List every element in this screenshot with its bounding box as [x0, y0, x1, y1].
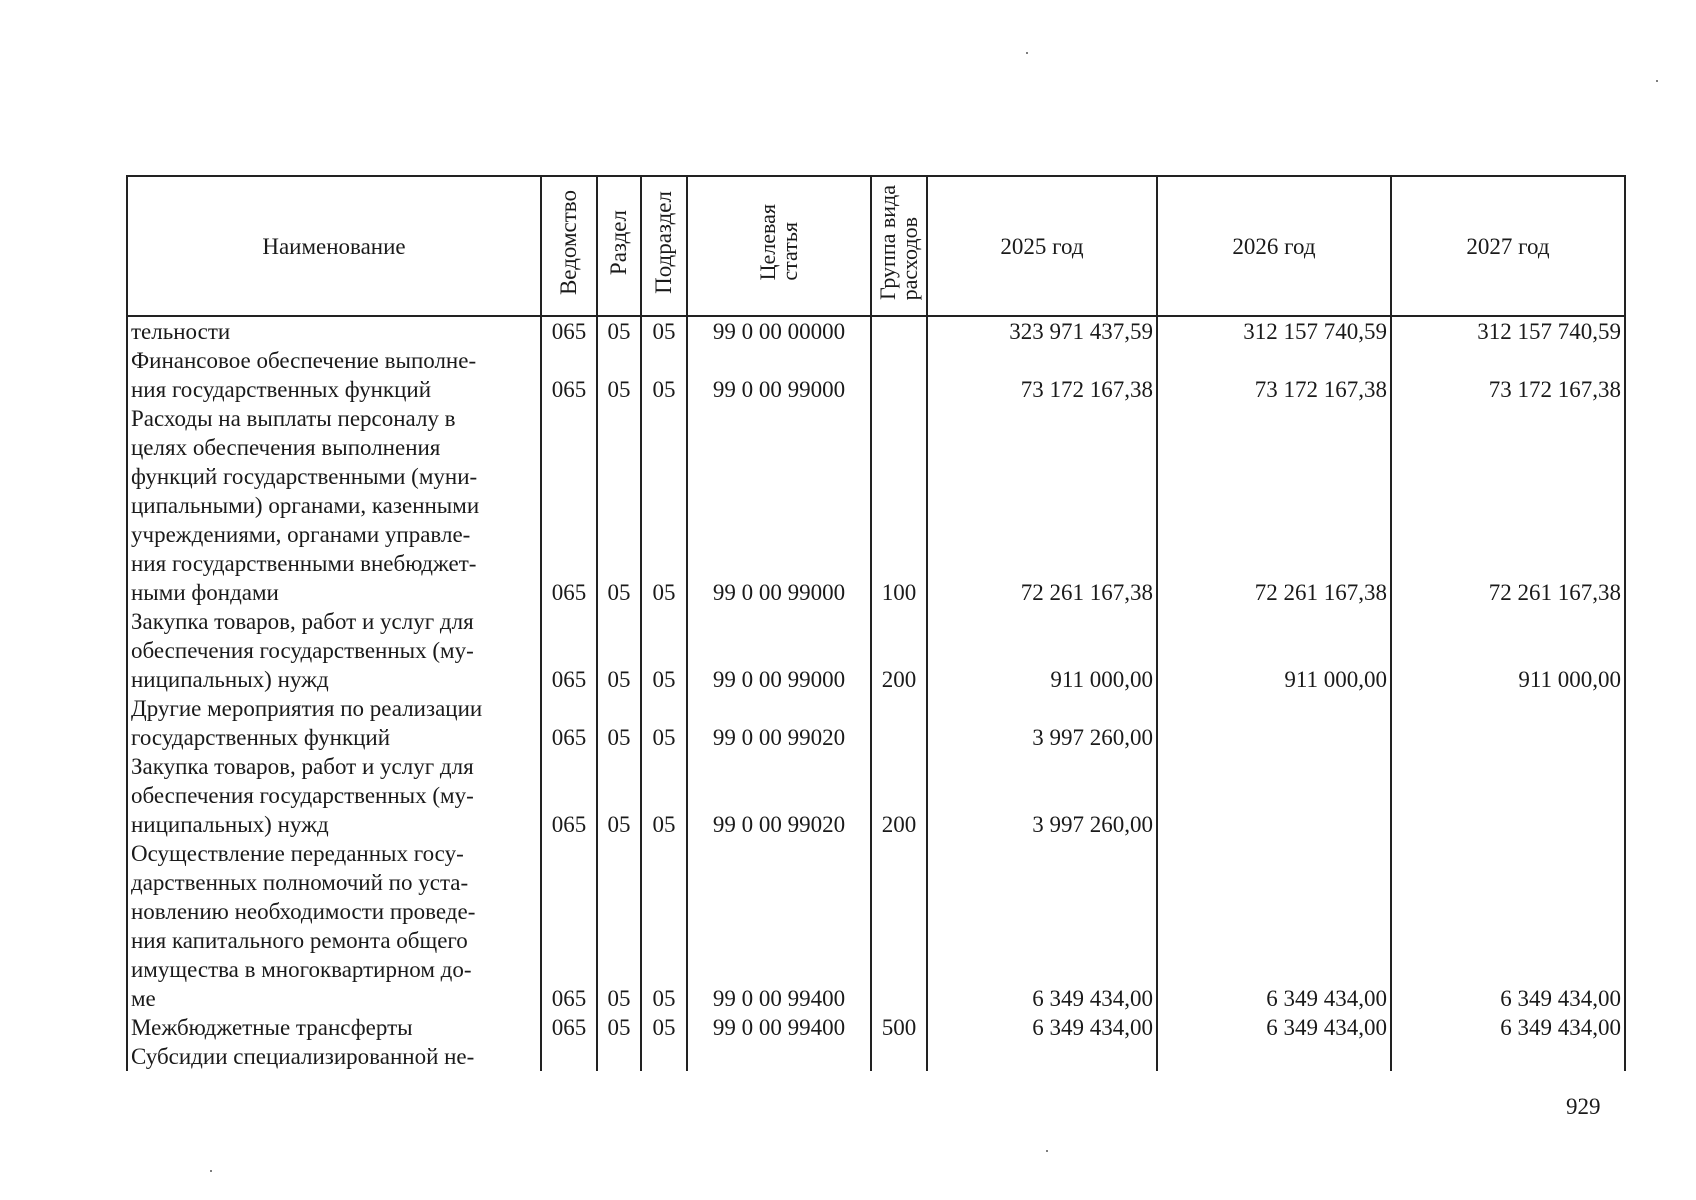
header-podrazdel: Подраздел [641, 176, 687, 316]
cell-2026: 6 349 434,00 [1157, 1013, 1391, 1042]
table-row [127, 1042, 1625, 1071]
cell-name-line: Межбюджетные трансферты [131, 1015, 413, 1040]
cell-2027 [1391, 752, 1625, 839]
cell-gruppa: 100 [871, 404, 927, 607]
cell-2025: 6 349 434,00 [927, 1013, 1157, 1042]
cell-name-line: ния капитального ремонта общего [131, 928, 468, 953]
cell-2026 [1157, 752, 1391, 839]
cell-vedomstvo: 065 [541, 694, 597, 752]
cell-gruppa [871, 346, 927, 404]
cell-name [127, 404, 541, 607]
cell-2026 [1157, 1042, 1391, 1071]
cell-name-line: ниципальных) нужд [131, 667, 329, 692]
header-2027: 2027 год [1391, 176, 1625, 316]
header-gruppa-vida-rashodov: Группа видарасходов [871, 176, 927, 316]
cell-name-line: ния государственными внебюджет- [131, 551, 477, 576]
cell-razdel: 05 [597, 316, 641, 346]
cell-vedomstvo: 065 [541, 752, 597, 839]
cell-name-line: имущества в многоквартирном до- [131, 957, 472, 982]
cell-name [127, 316, 541, 346]
cell-name-line: Закупка товаров, работ и услуг для [131, 754, 474, 779]
cell-name-line: ния государственных функций [131, 377, 431, 402]
cell-vedomstvo: 065 [541, 316, 597, 346]
cell-gruppa [871, 839, 927, 1013]
header-celevaya-statya: Целеваястатья [687, 176, 871, 316]
cell-podrazdel: 05 [641, 839, 687, 1013]
cell-2025: 3 997 260,00 [927, 694, 1157, 752]
cell-vedomstvo: 065 [541, 839, 597, 1013]
table-row [127, 316, 1625, 346]
cell-2026: 6 349 434,00 [1157, 839, 1391, 1013]
cell-podrazdel: 05 [641, 752, 687, 839]
budget-table [126, 175, 1626, 1071]
cell-razdel: 05 [597, 839, 641, 1013]
cell-podrazdel: 05 [641, 607, 687, 694]
header-2025: 2025 год [927, 176, 1157, 316]
cell-gruppa: 200 [871, 752, 927, 839]
cell-razdel: 05 [597, 1013, 641, 1042]
table-row [127, 346, 1625, 404]
table-row [127, 694, 1625, 752]
table-row [127, 607, 1625, 694]
cell-name-line: ными фондами [131, 580, 279, 605]
cell-vedomstvo: 065 [541, 346, 597, 404]
cell-2025: 6 349 434,00 [927, 839, 1157, 1013]
cell-razdel: 05 [597, 607, 641, 694]
cell-name-line: целях обеспечения выполнения [131, 435, 441, 460]
cell-podrazdel [641, 1042, 687, 1071]
cell-razdel: 05 [597, 404, 641, 607]
cell-2027: 72 261 167,38 [1391, 404, 1625, 607]
cell-name-line: ме [131, 986, 156, 1011]
cell-name-line: ниципальных) нужд [131, 812, 329, 837]
cell-name-line: обеспечения государственных (му- [131, 783, 474, 808]
cell-2025: 911 000,00 [927, 607, 1157, 694]
cell-razdel: 05 [597, 752, 641, 839]
table-row [127, 404, 1625, 607]
cell-gruppa: 500 [871, 1013, 927, 1042]
header-vedomstvo: Ведомство [541, 176, 597, 316]
table-row [127, 839, 1625, 1013]
cell-2027: 6 349 434,00 [1391, 839, 1625, 1013]
cell-podrazdel: 05 [641, 404, 687, 607]
cell-2027 [1391, 1042, 1625, 1071]
cell-vedomstvo: 065 [541, 1013, 597, 1042]
cell-2026: 73 172 167,38 [1157, 346, 1391, 404]
cell-name [127, 346, 541, 404]
table-header-row [127, 176, 1625, 316]
header-2026: 2026 год [1157, 176, 1391, 316]
scan-speck [1656, 80, 1658, 82]
cell-razdel: 05 [597, 694, 641, 752]
cell-vedomstvo: 065 [541, 607, 597, 694]
cell-name-line: обеспечения государственных (му- [131, 638, 474, 663]
cell-name-line: Закупка товаров, работ и услуг для [131, 609, 474, 634]
cell-2026: 72 261 167,38 [1157, 404, 1391, 607]
header-razdel: Раздел [597, 176, 641, 316]
cell-podrazdel: 05 [641, 346, 687, 404]
cell-name-line: Осуществление переданных госу- [131, 841, 464, 866]
cell-2025: 73 172 167,38 [927, 346, 1157, 404]
cell-2026: 312 157 740,59 [1157, 316, 1391, 346]
cell-vedomstvo: 065 [541, 404, 597, 607]
cell-celevaya-statya: 99 0 00 99400 [687, 1013, 871, 1042]
cell-gruppa [871, 1042, 927, 1071]
cell-celevaya-statya [687, 1042, 871, 1071]
scan-speck [210, 1170, 212, 1172]
table-row [127, 1013, 1625, 1042]
cell-2025: 3 997 260,00 [927, 752, 1157, 839]
cell-name [127, 1013, 541, 1042]
cell-2027: 911 000,00 [1391, 607, 1625, 694]
cell-2027: 312 157 740,59 [1391, 316, 1625, 346]
cell-celevaya-statya: 99 0 00 99000 [687, 404, 871, 607]
cell-podrazdel: 05 [641, 1013, 687, 1042]
cell-2025: 72 261 167,38 [927, 404, 1157, 607]
cell-podrazdel: 05 [641, 694, 687, 752]
cell-2026 [1157, 694, 1391, 752]
cell-2025: 323 971 437,59 [927, 316, 1157, 346]
cell-name-line: дарственных полномочий по уста- [131, 870, 469, 895]
cell-gruppa: 200 [871, 607, 927, 694]
cell-name [127, 839, 541, 1013]
scan-speck [1046, 1150, 1048, 1152]
cell-2027: 6 349 434,00 [1391, 1013, 1625, 1042]
cell-name-line: функций государственными (муни- [131, 464, 478, 489]
cell-gruppa [871, 694, 927, 752]
cell-celevaya-statya: 99 0 00 99000 [687, 607, 871, 694]
cell-name [127, 607, 541, 694]
cell-name-line: государственных функций [131, 725, 391, 750]
cell-razdel [597, 1042, 641, 1071]
cell-name [127, 752, 541, 839]
table-body [127, 316, 1625, 1071]
cell-2026: 911 000,00 [1157, 607, 1391, 694]
cell-celevaya-statya: 99 0 00 00000 [687, 316, 871, 346]
cell-celevaya-statya: 99 0 00 99020 [687, 694, 871, 752]
cell-2027 [1391, 694, 1625, 752]
table-row [127, 752, 1625, 839]
cell-name-line: Субсидии специализированной не- [131, 1044, 475, 1069]
cell-name-line: новлению необходимости проведе- [131, 899, 476, 924]
cell-podrazdel: 05 [641, 316, 687, 346]
cell-celevaya-statya: 99 0 00 99000 [687, 346, 871, 404]
cell-name-line: Расходы на выплаты персоналу в [131, 406, 456, 431]
cell-name-line: ципальными) органами, казенными [131, 493, 480, 518]
cell-name-line: Финансовое обеспечение выполне- [131, 348, 477, 373]
page-number: 929 [1566, 1094, 1601, 1119]
cell-2025 [927, 1042, 1157, 1071]
cell-name-line: учреждениями, органами управле- [131, 522, 471, 547]
scan-speck [1026, 52, 1028, 54]
cell-2027: 73 172 167,38 [1391, 346, 1625, 404]
cell-vedomstvo [541, 1042, 597, 1071]
cell-name [127, 694, 541, 752]
cell-razdel: 05 [597, 346, 641, 404]
cell-name-line: Другие мероприятия по реализации [131, 696, 483, 721]
header-name: Наименование [127, 176, 541, 316]
cell-name-line: тельности [131, 319, 231, 344]
cell-celevaya-statya: 99 0 00 99020 [687, 752, 871, 839]
cell-gruppa [871, 316, 927, 346]
cell-name [127, 1042, 541, 1071]
cell-celevaya-statya: 99 0 00 99400 [687, 839, 871, 1013]
